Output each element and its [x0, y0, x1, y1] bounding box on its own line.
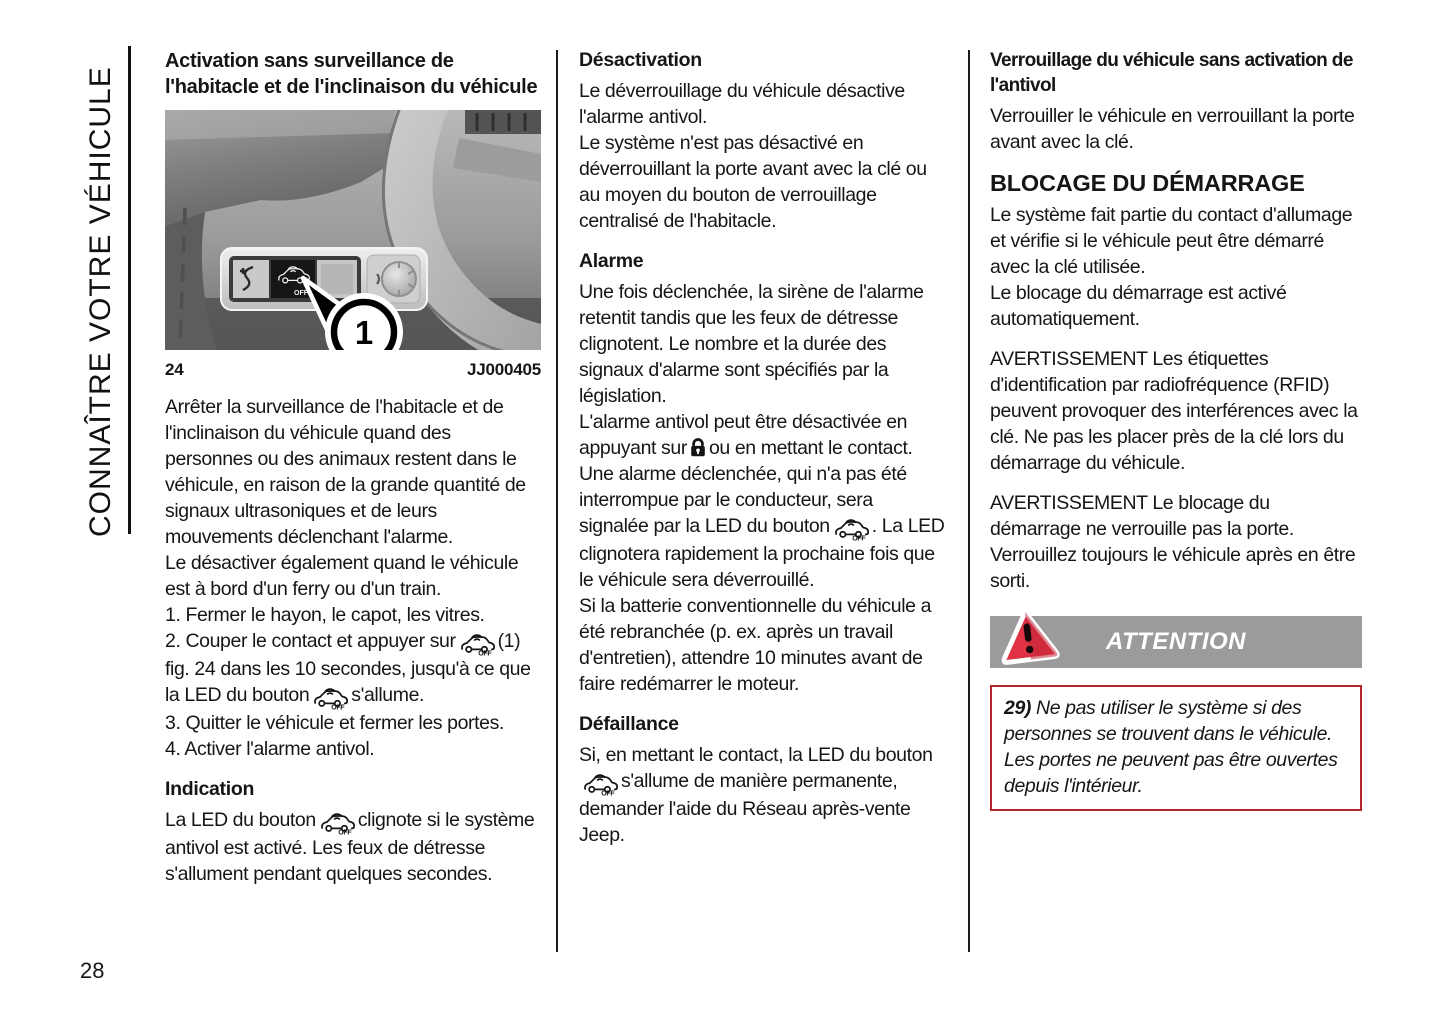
- step-2: [165, 628, 541, 710]
- svg-text:OFF: OFF: [477, 650, 491, 656]
- figure-callout-number: 1: [354, 314, 374, 350]
- caution-note-box: [990, 685, 1362, 811]
- triggered-text-b: . La LED clignotera rapidement la prochaine fois que le véhicule sera déverrouillé.: [579, 515, 945, 591]
- step-2-text-c: s'allume.: [351, 684, 425, 706]
- paragraph-sirene: Une fois déclenchée, la sirène de l'alarme retentit tandis que les feux de détresse clignotent. Le nombre et la durée des signaux d'alarme sont spécifiés par la législation.: [579, 281, 924, 407]
- attention-header-bar: [990, 616, 1362, 668]
- subheading-indication: Indication: [165, 778, 255, 800]
- lock-icon: [690, 437, 706, 458]
- failure-text-b: s'allume de manière permanente, demander l'aide du Réseau après-vente Jeep.: [579, 770, 911, 846]
- figure-dashboard-photo: [165, 110, 541, 380]
- subheading-defaillance: Défaillance: [579, 713, 679, 735]
- paragraph-verrouiller: Verrouiller le véhicule en verrouillant la porte avant avec la clé.: [990, 105, 1355, 153]
- alarm-text-b: ou en mettant le contact.: [708, 437, 913, 459]
- column-divider-2: [968, 50, 970, 952]
- dashboard-photo-illustration: [165, 110, 541, 350]
- svg-text:OFF: OFF: [852, 535, 866, 541]
- figure-number: 24: [165, 360, 184, 379]
- warning-triangle-icon: [996, 607, 1060, 665]
- car-antitheft-off-icon: [459, 631, 495, 656]
- indication-text-b: clignote si le système antivol est activé. Les feux de détresse s'allument pendant quelques secondes.: [165, 809, 535, 885]
- step-3: 3. Quitter le véhicule et fermer les portes.: [165, 712, 504, 734]
- column-divider-1: [556, 50, 558, 952]
- svg-text:OFF: OFF: [338, 829, 352, 835]
- paragraph-surveillance: Arrêter la surveillance de l'habitacle et de l'inclinaison du véhicule quand des personnes ou des animaux restent dans le véhicule, en raison de la grande quantité de signaux ultrasoniques et de leurs mouvements déclenchant l'alarme.: [165, 396, 526, 548]
- paragraph-desactivee: [579, 409, 947, 461]
- paragraph-automatique: Le blocage du démarrage est activé automatiquement.: [990, 282, 1287, 330]
- sidebar-divider: [128, 46, 131, 534]
- paragraph-avertissement-rfid: AVERTISSEMENT Les étiquettes d'identification par radiofréquence (RFID) peuvent provoquer des interférences avec la clé. Ne pas les placer près de la clé lors du démarrage du véhicule.: [990, 348, 1358, 474]
- paragraph-ferry: Le désactiver également quand le véhicule est à bord d'un ferry ou d'un train.: [165, 552, 519, 600]
- page-number: 28: [80, 958, 105, 983]
- car-antitheft-off-icon: [833, 516, 869, 541]
- panel-off-label: OFF: [294, 290, 308, 297]
- column-left: [165, 48, 541, 887]
- subheading-verrouillage: Verrouillage du véhicule sans activation de l'antivol: [990, 50, 1353, 96]
- column-right: [990, 48, 1362, 811]
- step-1: 1. Fermer le hayon, le capot, les vitres.: [165, 604, 485, 626]
- paragraph-avertissement-blocage: AVERTISSEMENT Le blocage du démarrage ne verrouille pas la porte. Verrouillez toujours le véhicule après en être sorti.: [990, 492, 1356, 592]
- figure-caption: [165, 360, 541, 380]
- column-middle: [579, 48, 947, 848]
- svg-text:OFF: OFF: [331, 704, 345, 710]
- paragraph-contact: Le système fait partie du contact d'allumage et vérifie si le véhicule peut être démarré avec la clé utilisée.: [990, 204, 1353, 278]
- indication-text-a: La LED du bouton: [165, 809, 316, 831]
- figure-code: JJ000405: [466, 360, 541, 379]
- paragraph-batterie: Si la batterie conventionnelle du véhicule a été rebranchée (p. ex. après un travail d'entretien), attendre 10 minutes avant de faire redémarrer le moteur.: [579, 595, 932, 695]
- triggered-text-a: Une alarme déclenchée, qui n'a pas été interrompue par le conducteur, sera signalée par la LED du bouton: [579, 463, 907, 537]
- svg-text:OFF: OFF: [601, 790, 615, 796]
- step-2-text-b: (1) fig. 24 dans les 10 secondes, jusqu'à ce que la LED du bouton: [165, 630, 531, 706]
- paragraph-defaillance: [579, 742, 947, 848]
- subheading-alarme: Alarme: [579, 250, 644, 272]
- car-antitheft-off-icon: [312, 685, 348, 710]
- alarm-text-a: L'alarme antivol peut être désactivée en appuyant sur: [579, 411, 908, 459]
- note-text: Ne pas utiliser le système si des personnes se trouvent dans le véhicule. Les portes ne peuvent pas être ouvertes depuis l'intérieur.: [1004, 697, 1338, 797]
- step-4: 4. Activer l'alarme antivol.: [165, 738, 375, 760]
- paragraph-deverrouillage: Le déverrouillage du véhicule désactive l'alarme antivol.: [579, 80, 905, 128]
- paragraph-systeme: Le système n'est pas désactivé en déverrouillant la porte avant avec la clé ou au moyen du bouton de verrouillage centralisé de l'habitacle.: [579, 132, 927, 232]
- failure-text-a: Si, en mettant le contact, la LED du bouton: [579, 744, 933, 766]
- paragraph-declenchee: [579, 461, 947, 593]
- car-antitheft-off-icon: [319, 810, 355, 835]
- section-heading-blocage: BLOCAGE DU DÉMARRAGE: [990, 170, 1305, 196]
- subheading-desactivation: Désactivation: [579, 49, 702, 71]
- attention-label: ATTENTION: [1105, 628, 1247, 655]
- chapter-sidebar-label: CONNAÎTRE VOTRE VÉHICULE: [84, 66, 117, 537]
- step-2-text-a: 2. Couper le contact et appuyer sur: [165, 630, 456, 652]
- sway-control-button: [233, 260, 269, 298]
- section-heading-activation: Activation sans surveillance de l'habitacle et de l'inclinaison du véhicule: [165, 50, 538, 98]
- note-number: 29): [1004, 697, 1031, 719]
- car-antitheft-off-icon: [582, 771, 618, 796]
- paragraph-indication: [165, 807, 541, 887]
